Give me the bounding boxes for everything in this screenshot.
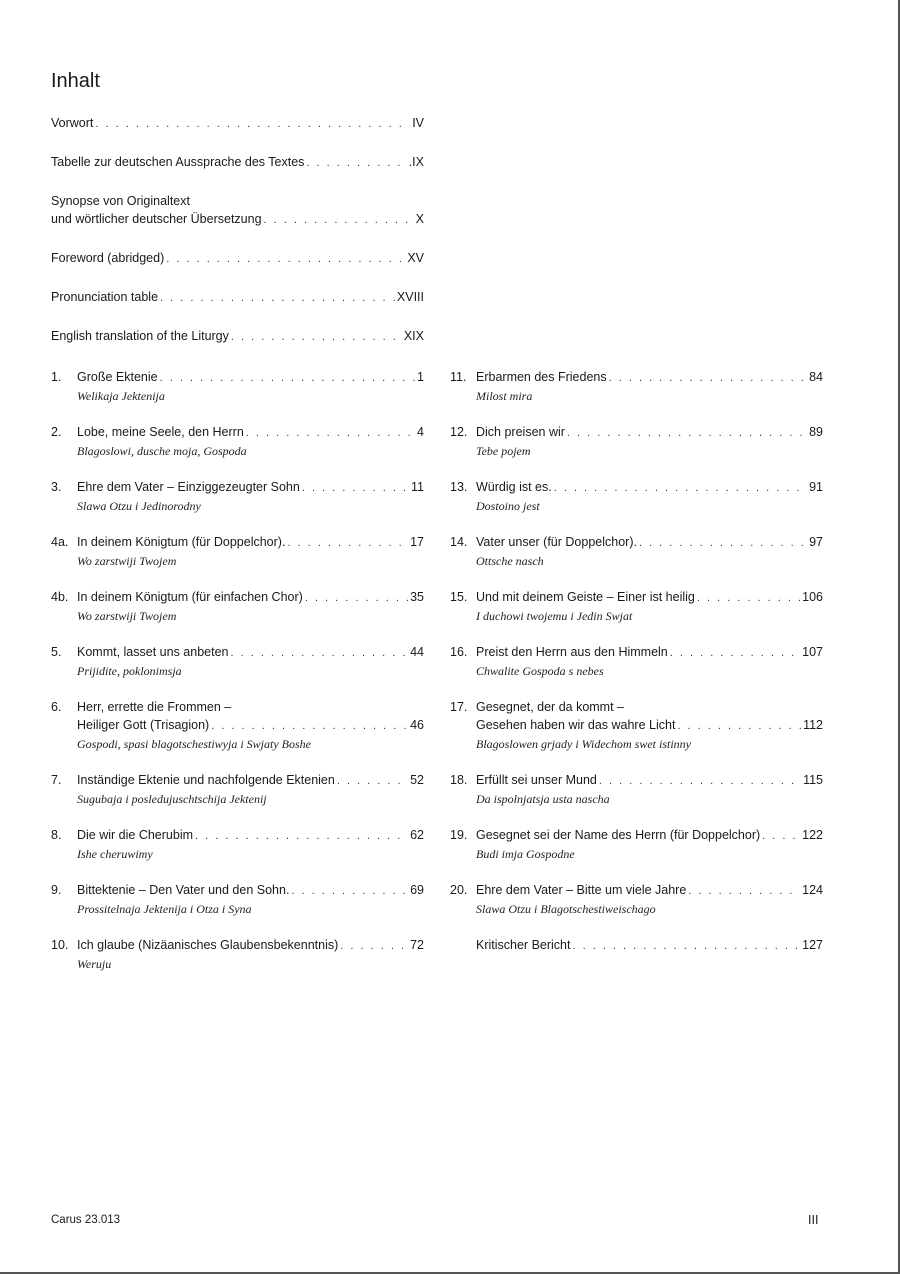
entry-transliteration: Weruju	[77, 957, 112, 971]
entry-transliteration: Welikaja Jektenija	[77, 389, 165, 403]
entry-body	[77, 881, 424, 918]
entry-title: Herr, errette die Frommen –	[77, 700, 232, 714]
entry-page: 106	[802, 590, 823, 604]
toc-entry	[51, 643, 424, 680]
entry-page: XIX	[403, 329, 424, 343]
entry-page: 91	[809, 480, 823, 494]
toc-entry	[450, 368, 823, 405]
entry-line	[77, 881, 424, 900]
toc-entry	[51, 533, 424, 570]
leader-dots	[160, 369, 415, 387]
entry-page: XV	[407, 251, 424, 265]
front-matter-item	[51, 114, 424, 133]
entry-body	[476, 826, 823, 863]
entry-page: 69	[410, 883, 424, 897]
entry-number: 16.	[450, 645, 468, 659]
entry-line	[51, 153, 424, 172]
entry-title: Erfüllt sei unser Mund	[476, 773, 597, 787]
entry-transliteration: Dostoino jest	[476, 499, 540, 513]
entry-title: Die wir die Cherubim	[77, 828, 194, 842]
entry-transliteration: Prijidite, poklonimsja	[77, 664, 182, 678]
entry-line	[77, 826, 424, 845]
entry-line	[476, 716, 823, 735]
entry-number: 12.	[450, 425, 468, 439]
entry-title: Preist den Herrn aus den Himmeln	[476, 645, 668, 659]
page-number: III	[808, 1213, 819, 1227]
entry-transliteration: Wo zarstwiji Twojem	[77, 609, 177, 623]
entry-title: Gesegnet sei der Name des Herrn (für Doppelchor)	[476, 828, 761, 842]
entry-body	[77, 588, 424, 625]
entry-line	[476, 533, 823, 552]
leader-dots	[567, 424, 807, 442]
entry-body	[476, 368, 823, 405]
leader-dots	[211, 717, 408, 735]
entry-number: 20.	[450, 883, 468, 897]
entry-transliteration: Budi imja Gospodne	[476, 847, 575, 861]
entry-number: 15.	[450, 590, 468, 604]
entry-line	[77, 368, 424, 387]
entry-line	[77, 716, 424, 735]
entry-body	[77, 533, 424, 570]
entry-title: Synopse von Originaltext	[51, 194, 190, 208]
leader-dots	[670, 644, 800, 662]
leader-dots	[609, 369, 807, 387]
entry-number: 5.	[51, 645, 62, 659]
entry-line	[51, 192, 424, 210]
entry-page: 11	[411, 480, 424, 494]
entry-number	[450, 936, 476, 955]
entry-transliteration: Prossitelnaja Jektenija i Otza i Syna	[77, 902, 252, 916]
entry-page: 127	[802, 938, 823, 952]
leader-dots	[639, 534, 807, 552]
toc-entry	[450, 588, 823, 625]
toc-entry	[51, 881, 424, 918]
leader-dots	[291, 882, 408, 900]
entry-transliteration: Tebe pojem	[476, 444, 531, 458]
toc-entry	[51, 826, 424, 863]
leader-dots	[95, 115, 410, 133]
entry-title: Bittektenie – Den Vater und den Sohn.	[77, 883, 290, 897]
entry-body	[77, 826, 424, 863]
entry-transliteration: I duchowi twojemu i Jedin Swjat	[476, 609, 633, 623]
leader-dots	[230, 644, 408, 662]
leader-dots	[246, 424, 415, 442]
entry-title: Ehre dem Vater – Bitte um viele Jahre	[476, 883, 687, 897]
page-title: Inhalt	[51, 70, 100, 92]
entry-body	[77, 643, 424, 680]
entry-number: 1.	[51, 370, 62, 384]
entry-transliteration: Slawa Otzu i Blagotschestiweischago	[476, 902, 656, 916]
leader-dots	[306, 154, 406, 172]
entry-page: 89	[809, 425, 823, 439]
entry-body	[476, 423, 823, 460]
entry-body	[77, 478, 424, 515]
entry-number: 4a.	[51, 535, 69, 549]
entry-body	[476, 533, 823, 570]
toc-right-column	[450, 368, 823, 973]
entry-number: 14.	[450, 535, 468, 549]
entry-page: 122	[802, 828, 823, 842]
entry-page: 17	[410, 535, 424, 549]
entry-line	[77, 478, 424, 497]
leader-dots	[305, 589, 408, 607]
leader-dots	[599, 772, 801, 790]
toc-entry	[51, 368, 424, 405]
entry-title: Vorwort	[51, 116, 94, 130]
entry-title: Und mit deinem Geiste – Einer ist heilig	[476, 590, 695, 604]
entry-page: XVIII	[396, 290, 424, 304]
entry-page: IV	[412, 116, 424, 130]
entry-title: Große Ektenie	[77, 370, 158, 384]
entry-body	[476, 478, 823, 515]
entry-page: 1	[417, 370, 424, 384]
entry-title: English translation of the Liturgy	[51, 329, 229, 343]
entry-page: 52	[410, 773, 424, 787]
entry-page: 72	[410, 938, 424, 952]
entry-title: Würdig ist es.	[476, 480, 552, 494]
entry-title: Inständige Ektenie und nachfolgende Ektenien	[77, 773, 335, 787]
entry-title: Heiliger Gott (Trisagion)	[77, 718, 210, 732]
entry-body	[476, 643, 823, 680]
entry-line	[476, 588, 823, 607]
toc-entry	[51, 588, 424, 625]
leader-dots	[697, 589, 800, 607]
entry-title: Vater unser (für Doppelchor).	[476, 535, 637, 549]
entry-number: 17.	[450, 700, 468, 714]
entry-number: 6.	[51, 700, 62, 714]
entry-transliteration: Da ispolnjatsja usta nascha	[476, 792, 610, 806]
leader-dots	[302, 479, 409, 497]
toc-entry	[450, 478, 823, 515]
front-matter-item	[51, 327, 424, 346]
entry-line	[476, 826, 823, 845]
entry-line	[476, 881, 823, 900]
entry-body	[77, 698, 424, 753]
leader-dots	[287, 534, 408, 552]
entry-line	[77, 936, 424, 955]
entry-page: 62	[410, 828, 424, 842]
leader-dots	[195, 827, 408, 845]
entry-page: 35	[410, 590, 424, 604]
entry-line	[476, 698, 823, 716]
entry-number: 18.	[450, 773, 468, 787]
leader-dots	[688, 882, 800, 900]
toc-entry	[51, 771, 424, 808]
entry-line	[476, 771, 823, 790]
entry-page: 107	[802, 645, 823, 659]
entry-line	[77, 533, 424, 552]
entry-page: 115	[803, 773, 823, 787]
entry-line	[476, 423, 823, 442]
entry-title: Lobe, meine Seele, den Herrn	[77, 425, 244, 439]
entry-transliteration: Gospodi, spasi blagotschestiwyja i Swjaty Boshe	[77, 737, 311, 751]
entry-page: 97	[809, 535, 823, 549]
entry-body	[77, 771, 424, 808]
toc-entry	[450, 698, 823, 753]
entry-number: 13.	[450, 480, 468, 494]
entry-transliteration: Ottsche nasch	[476, 554, 544, 568]
leader-dots	[264, 211, 414, 229]
toc-entry	[51, 423, 424, 460]
entry-body	[476, 771, 823, 808]
toc-left-column	[51, 368, 424, 991]
toc-entry	[51, 698, 424, 753]
entry-page: 4	[417, 425, 424, 439]
entry-number: 8.	[51, 828, 62, 842]
entry-page: X	[415, 212, 424, 226]
toc-entry	[450, 936, 823, 955]
entry-body	[77, 936, 424, 973]
leader-dots	[762, 827, 800, 845]
entry-title: Foreword (abridged)	[51, 251, 165, 265]
toc-entry	[450, 643, 823, 680]
entry-transliteration: Sugubaja i posledujuschtschija Jektenij	[77, 792, 267, 806]
entry-page: .IX	[408, 155, 424, 169]
entry-line	[51, 249, 424, 268]
entry-transliteration: Slawa Otzu i Jedinorodny	[77, 499, 201, 513]
entry-transliteration: Blagoslowi, dusche moja, Gospoda	[77, 444, 247, 458]
entry-transliteration: Chwalite Gospoda s nebes	[476, 664, 604, 678]
entry-title: Ich glaube (Nizäanisches Glaubensbekenntnis)	[77, 938, 339, 952]
toc-entry	[450, 771, 823, 808]
entry-page: 44	[410, 645, 424, 659]
entry-transliteration: Wo zarstwiji Twojem	[77, 554, 177, 568]
entry-body	[476, 936, 823, 955]
leader-dots	[554, 479, 807, 497]
entry-line	[51, 288, 424, 307]
entry-line	[476, 643, 823, 662]
entry-title: Kommt, lasset uns anbeten	[77, 645, 229, 659]
entry-number: 4b.	[51, 590, 69, 604]
entry-page: 84	[809, 370, 823, 384]
front-matter-item	[51, 288, 424, 307]
entry-title: In deinem Königtum (für Doppelchor).	[77, 535, 286, 549]
leader-dots	[231, 328, 402, 346]
toc-entry	[450, 881, 823, 918]
entry-title: In deinem Königtum (für einfachen Chor)	[77, 590, 303, 604]
entry-title: Dich preisen wir	[476, 425, 565, 439]
entry-line	[476, 936, 823, 955]
leader-dots	[572, 937, 800, 955]
entry-body	[476, 698, 823, 753]
toc-entry	[51, 478, 424, 515]
entry-title: Pronunciation table	[51, 290, 159, 304]
entry-body	[476, 588, 823, 625]
entry-page: 124	[802, 883, 823, 897]
leader-dots	[166, 250, 405, 268]
entry-title: Gesegnet, der da kommt –	[476, 700, 624, 714]
entry-transliteration: Blagoslowen grjady i Widechom swet istinny	[476, 737, 691, 751]
entry-line	[51, 114, 424, 133]
entry-body	[476, 881, 823, 918]
leader-dots	[160, 289, 395, 307]
entry-transliteration: Milost mira	[476, 389, 533, 403]
entry-number: 19.	[450, 828, 468, 842]
entry-line	[77, 643, 424, 662]
entry-page: 112	[803, 718, 823, 732]
front-matter-item	[51, 153, 424, 172]
front-matter-item	[51, 249, 424, 268]
entry-number: 7.	[51, 773, 62, 787]
entry-number: 2.	[51, 425, 62, 439]
entry-title: Gesehen haben wir das wahre Licht	[476, 718, 676, 732]
entry-number: 11.	[450, 370, 467, 384]
leader-dots	[340, 937, 408, 955]
entry-transliteration: Ishe cheruwimy	[77, 847, 153, 861]
entry-line	[77, 698, 424, 716]
entry-body	[77, 423, 424, 460]
toc-entry	[450, 826, 823, 863]
publisher-footer: Carus 23.013	[51, 1214, 121, 1226]
entry-number: 3.	[51, 480, 62, 494]
front-matter-item	[51, 192, 424, 229]
entry-line	[77, 771, 424, 790]
toc-entry	[450, 533, 823, 570]
entry-line	[476, 368, 823, 387]
leader-dots	[337, 772, 408, 790]
toc-entry	[450, 423, 823, 460]
entry-line	[476, 478, 823, 497]
entry-line	[77, 588, 424, 607]
entry-page: 46	[410, 718, 424, 732]
entry-title: Kritischer Bericht	[476, 938, 571, 952]
entry-title: Ehre dem Vater – Einziggezeugter Sohn	[77, 480, 300, 494]
entry-number: 9.	[51, 883, 62, 897]
front-matter-list	[51, 114, 424, 366]
entry-line	[51, 327, 424, 346]
entry-title: und wörtlicher deutscher Übersetzung	[51, 212, 262, 226]
entry-body	[77, 368, 424, 405]
entry-line	[77, 423, 424, 442]
leader-dots	[677, 717, 801, 735]
entry-number: 10.	[51, 938, 69, 952]
entry-title: Tabelle zur deutschen Aussprache des Textes	[51, 155, 305, 169]
entry-line	[51, 210, 424, 229]
toc-entry	[51, 936, 424, 973]
entry-title: Erbarmen des Friedens	[476, 370, 607, 384]
